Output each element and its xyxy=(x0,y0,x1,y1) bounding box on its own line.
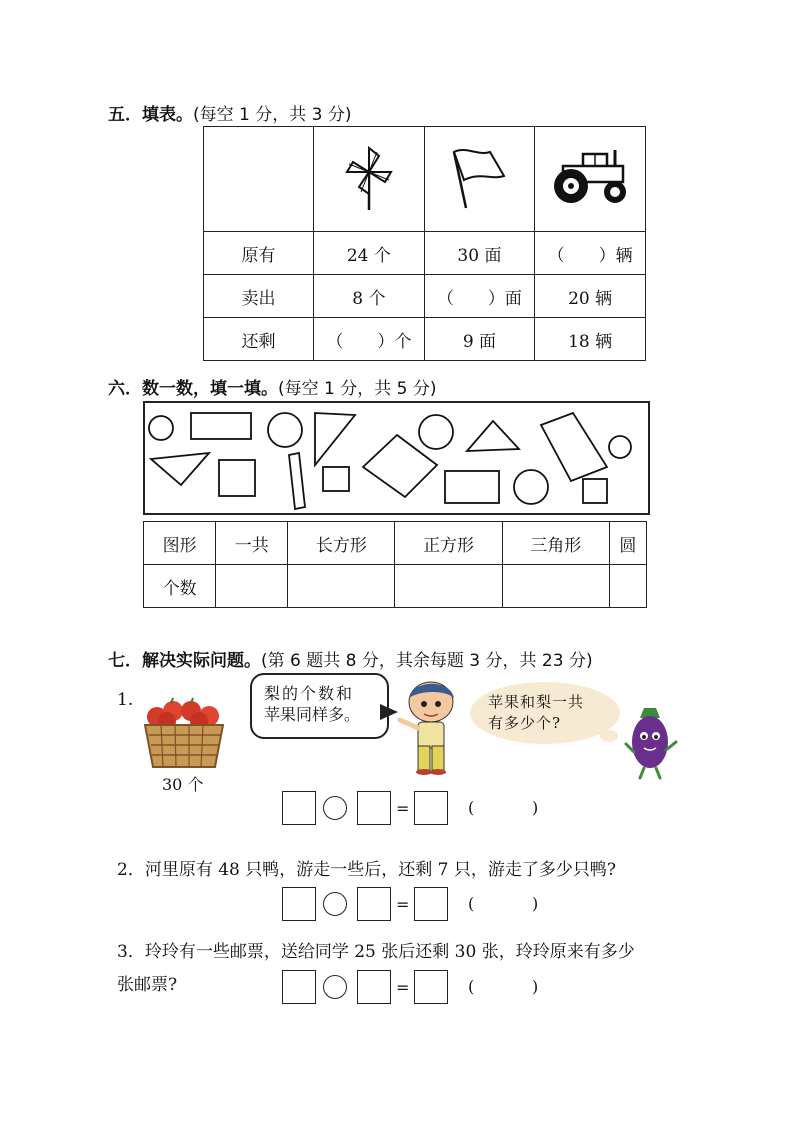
answer-triangle[interactable] xyxy=(502,565,609,608)
eggplant-bubble-line1: 苹果和梨一共 xyxy=(488,693,585,711)
q1-operand1-box[interactable] xyxy=(282,791,316,825)
section5-title: 五．填表。 xyxy=(108,105,193,125)
answer-square[interactable] xyxy=(395,565,502,608)
section7-heading xyxy=(108,646,593,671)
rectangle-shape xyxy=(541,413,607,481)
q2-unit-paren-close: ) xyxy=(532,894,539,913)
section7-note: (第 6 题共 8 分，其余每题 3 分，共 23 分) xyxy=(261,651,593,671)
cell-sold-flag-blank[interactable]: （ ）面 xyxy=(424,275,535,318)
header-circle: 圆 xyxy=(609,522,646,565)
circle-shape xyxy=(609,436,631,458)
eggplant-bubble-text xyxy=(488,692,584,734)
flag-cell xyxy=(424,127,535,232)
eggplant-character-icon xyxy=(622,702,682,782)
q1-equals-sign: = xyxy=(396,799,410,818)
q2-operand1-box[interactable] xyxy=(282,887,316,921)
row-label-remaining: 还剩 xyxy=(204,318,314,361)
circle-shape xyxy=(268,413,302,447)
section6-note: (每空 1 分，共 5 分) xyxy=(278,379,437,399)
fill-table-corner xyxy=(204,127,314,232)
q1-operator-circle[interactable] xyxy=(323,796,347,820)
cell-original-pinwheel: 24 个 xyxy=(314,232,425,275)
circle-shape xyxy=(149,416,173,440)
header-triangle: 三角形 xyxy=(502,522,609,565)
header-shape: 图形 xyxy=(144,522,216,565)
triangle-shape xyxy=(315,413,355,465)
q1-unit-paren-open: ( xyxy=(468,798,475,817)
flag-icon xyxy=(448,142,510,212)
tractor-icon xyxy=(549,146,631,208)
header-square: 正方形 xyxy=(395,522,502,565)
boy-character-icon xyxy=(396,676,466,776)
header-total: 一共 xyxy=(216,522,288,565)
cell-remaining-pinwheel-blank[interactable]: （ ）个 xyxy=(314,318,425,361)
square-shape xyxy=(323,467,349,491)
rectangle-shape xyxy=(191,413,251,439)
cell-original-tractor-blank[interactable]: （ ）辆 xyxy=(535,232,646,275)
circle-shape xyxy=(514,470,548,504)
section7-title: 七．解决实际问题。 xyxy=(108,651,261,671)
tractor-cell xyxy=(535,127,646,232)
pinwheel-icon xyxy=(339,142,399,212)
q3-unit-paren-open: ( xyxy=(468,977,475,996)
q1-unit-paren-close: ) xyxy=(532,798,539,817)
rectangle-shape xyxy=(289,453,305,509)
apple-basket-icon xyxy=(141,695,227,771)
basket-label: 30 个 xyxy=(162,775,204,794)
cell-remaining-tractor: 18 辆 xyxy=(535,318,646,361)
boy-bubble-text xyxy=(264,683,360,725)
cell-original-flag: 30 面 xyxy=(424,232,535,275)
q2-equals-sign: = xyxy=(396,895,410,914)
shapes-figure xyxy=(145,403,648,513)
boy-bubble-line1: 梨的个数和 xyxy=(264,684,355,703)
row-label-sold: 卖出 xyxy=(204,275,314,318)
fill-table xyxy=(203,126,646,361)
triangle-shape xyxy=(467,421,519,451)
count-table xyxy=(143,521,647,608)
pinwheel-cell xyxy=(314,127,425,232)
answer-circle[interactable] xyxy=(609,565,646,608)
q3-operand2-box[interactable] xyxy=(357,970,391,1004)
rectangle-shape xyxy=(363,435,437,497)
q1-number: 1. xyxy=(117,690,134,710)
q1-result-box[interactable] xyxy=(414,791,448,825)
circle-shape xyxy=(419,415,453,449)
triangle-shape xyxy=(151,453,209,485)
q2-text: 2．河里原有 48 只鸭，游走一些后，还剩 7 只，游走了多少只鸭? xyxy=(117,860,616,880)
cell-sold-tractor: 20 辆 xyxy=(535,275,646,318)
cell-sold-pinwheel: 8 个 xyxy=(314,275,425,318)
eggplant-bubble-line2: 有多少个? xyxy=(488,714,562,732)
section5-heading xyxy=(108,100,352,125)
q3-operator-circle[interactable] xyxy=(323,975,347,999)
q3-operand1-box[interactable] xyxy=(282,970,316,1004)
q3-text-line2: 张邮票? xyxy=(117,975,178,995)
eggplant-thought-bubble-tail xyxy=(600,730,618,742)
row-label-count: 个数 xyxy=(144,565,216,608)
shapes-panel xyxy=(143,401,650,515)
section6-heading xyxy=(108,374,437,399)
q3-equals-sign: = xyxy=(396,978,410,997)
q2-unit-paren-open: ( xyxy=(468,894,475,913)
q2-result-box[interactable] xyxy=(414,887,448,921)
q1-operand2-box[interactable] xyxy=(357,791,391,825)
q2-operand2-box[interactable] xyxy=(357,887,391,921)
q3-result-box[interactable] xyxy=(414,970,448,1004)
section5-note: (每空 1 分，共 3 分) xyxy=(193,105,352,125)
q2-operator-circle[interactable] xyxy=(323,892,347,916)
square-shape xyxy=(219,460,255,496)
q3-unit-paren-close: ) xyxy=(532,977,539,996)
square-shape xyxy=(583,479,607,503)
cell-remaining-flag: 9 面 xyxy=(424,318,535,361)
header-rectangle: 长方形 xyxy=(288,522,395,565)
boy-bubble-line2: 苹果同样多。 xyxy=(264,705,361,724)
answer-rectangle[interactable] xyxy=(288,565,395,608)
section6-title: 六．数一数，填一填。 xyxy=(108,379,278,399)
answer-total[interactable] xyxy=(216,565,288,608)
row-label-original: 原有 xyxy=(204,232,314,275)
q3-text-line1: 3．玲玲有一些邮票，送给同学 25 张后还剩 30 张，玲玲原来有多少 xyxy=(117,942,635,962)
rectangle-shape xyxy=(445,471,499,503)
